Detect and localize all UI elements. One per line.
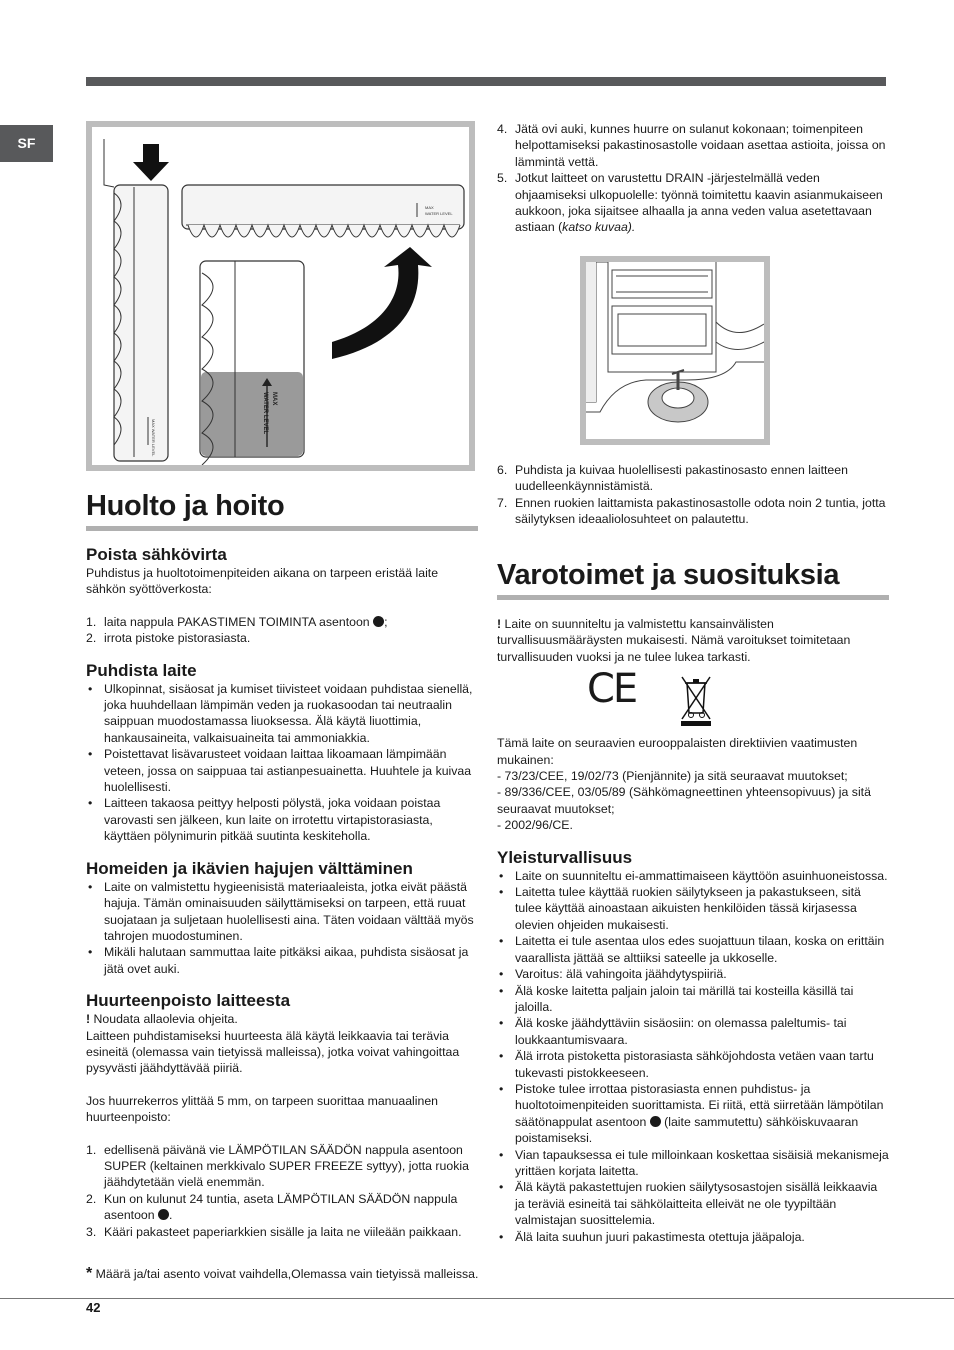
list-item: • Laite on suunniteltu ei-ammattimaiseen käyttöön asuinhuoneistossa. xyxy=(497,868,889,884)
list-item: • Älä koske laitetta paljain jaloin tai märillä tai kosteilla käsillä tai jaloilla. xyxy=(497,983,889,1016)
list-item: • Varoitus: älä vahingoita jäähdytyspiiriä. xyxy=(497,966,889,982)
clean-heading: Puhdista laite xyxy=(86,660,197,680)
care-section xyxy=(86,489,478,1240)
list-item: • Älä irrota pistoketta pistorasiasta sähköjohdosta vetäen vaan tartu tukevasti pistokkeeseen. xyxy=(497,1048,889,1081)
list-item: 1. laita nappula PAKASTIMEN TOIMINTA asentoon ; xyxy=(86,614,388,629)
weee-bin-icon xyxy=(679,673,713,727)
page-number: 42 xyxy=(86,1300,101,1315)
power-heading: Poista sähkövirta xyxy=(86,545,227,564)
certification-marks xyxy=(497,665,889,735)
list-item: 7. Ennen ruokien laittamista pakastinosastolle odota noin 2 tuntia, jotta säilytyksen ideaaliolosuhteet on palautettu. xyxy=(497,495,886,527)
directive-line: Tämä laite on seuraavien eurooppalaisten direktiivien vaatimusten mukainen: xyxy=(497,736,858,767)
list-item: • Pistoke tulee irrottaa pistorasiasta ennen puhdistus- ja huoltotoimenpiteiden suorittamista. Ei riitä, että siirretään lämpötilan säätönappulat asentoon (laite sammutettu) sähköiskuvaaran poistamiseksi. xyxy=(497,1081,889,1147)
list-item: • Laitetta tulee käyttää ruokien säilytykseen ja pakastukseen, sitä tulee käyttää ainoastaan aikuisten henkilöiden tässä kirjasessa olevien ohjeiden mukaisesti. xyxy=(497,884,889,933)
list-item: • Mikäli halutaan sammuttaa laite pitkäksi aikaa, puhdista sisäosat ja jätä ovet auki. xyxy=(86,944,478,977)
header-bar xyxy=(86,77,886,86)
list-item: 3. Kääri pakasteet paperiarkkien sisälle ja laita ne viileään paikkaan. xyxy=(86,1224,462,1239)
list-item: 6. Puhdista ja kuivaa huolellisesti pakastinosasto ennen laitteen uudelleenkäynnistämistä. xyxy=(497,463,848,494)
list-item: 5. Jotkut laitteet on varustettu DRAIN -järjestelmällä veden ohjaamiseksi ulkopuolelle: työnnä toimitettu kaavin asianmukaiseen aukkoon, joka sijaitsee alhaalla ja anna veden valua asetettavaan astiaan (katso kuvaa). xyxy=(497,171,883,235)
list-item: • Poistettavat lisävarusteet voidaan laittaa likoamaan lämpimään veteen, jossa on saippuaa tai astianpesuainetta. Huuhtele ja kuivaa huolellisesti. xyxy=(86,746,478,795)
list-item: • Laitteen takaosa peittyy helposti pölystä, joka voidaan poistaa varovasti sen jälkeen, kun laite on irrotettu virtapistorasiasta, käyttäen pölynimurin pitkää suutinta keskiteholla. xyxy=(86,795,478,844)
odour-list xyxy=(86,879,478,977)
off-position-icon xyxy=(158,1209,169,1220)
list-item: 4. Jätä ovi auki, kunnes huurre on sulanut kokonaan; toimenpiteen helpottamiseksi pakastinosastolle voidaan asettaa astioita, joissa on lämmintä vettä. xyxy=(497,122,886,169)
max-label: MAX xyxy=(271,392,277,406)
defrost-steps-continued xyxy=(497,121,889,236)
defrost-note: ! Noudata allaolevia ohjeita. xyxy=(86,1012,238,1027)
svg-text:WATER LEVEL: WATER LEVEL xyxy=(425,211,453,216)
ice-tray-illustration xyxy=(92,127,469,465)
directive-line: - 73/23/CEE, 19/02/73 (Pienjännite) ja sitä seuraavat muutokset; xyxy=(497,769,848,784)
list-item: • Laitetta ei tule asentaa ulos edes suojattuun tilaan, koska on erittäin vaarallista jättää se alttiiksi sateelle ja ukkoselle. xyxy=(497,933,889,966)
water-level-label: WATER LEVEL xyxy=(262,392,268,435)
safety-list xyxy=(497,868,889,1245)
power-steps xyxy=(86,614,478,647)
directive-line: - 89/336/CEE, 03/05/89 (Sähkömagneettinen yhteensopivuus) ja sitä seuraavat muutokset; xyxy=(497,785,871,816)
footer-rule xyxy=(0,1298,954,1299)
defrost-p2: Jos huurrekerros ylittää 5 mm, on tarpeen suorittaa manuaalinen huurteenpoisto: xyxy=(86,1093,439,1125)
list-item: • Älä käytä pakastettujen ruokien säilytysosastojen sisällä leikkaavia ja teräviä esineitä tai sähkölaitteita elleivät ne ole tyypiltään valmistajan suosittelemia. xyxy=(497,1179,889,1228)
list-item: 2. Kun on kulunut 24 tuntia, aseta LÄMPÖTILAN SÄÄDÖN nappula asentoon . xyxy=(86,1191,458,1223)
list-item: • Laite on valmistettu hygieenisistä materiaaleista, jotka eivät päästä hajuja. Tämän ominaisuuden säilyttämiseksi on tarpeen, että ruuat suojataan ja suljetaan huolellisesti aina. Täten voidaan välttää myös tahrojen muodostuminen. xyxy=(86,879,478,945)
list-item: • Ulkopinnat, sisäosat ja kumiset tiivisteet voidaan puhdistaa sienellä, joka huuhdellaan lämpimän veden ja ruokasoodan tai neutraalin saippuan muodostamassa liuoksessa. Älä käytä liuottimia, hankausaineita, valkaisuaineita tai ammoniakkia. xyxy=(86,681,478,747)
directives xyxy=(497,735,889,833)
defrost-heading: Huurteenpoisto laitteesta xyxy=(86,991,291,1011)
precautions-title-rule xyxy=(497,595,889,600)
off-position-icon xyxy=(650,1116,661,1127)
defrost-steps-final xyxy=(497,462,889,528)
list-item: 2. irrota pistoke pistorasiasta. xyxy=(86,631,251,646)
drain-illustration xyxy=(586,262,764,439)
care-title-rule xyxy=(86,526,478,531)
precautions-section xyxy=(497,558,889,1245)
power-intro: Puhdistus ja huoltotoimenpiteiden aikana on tarpeen eristää laite sähkön syöttöverkosta: xyxy=(86,566,439,597)
ce-mark-icon: CE xyxy=(587,666,637,713)
list-item: • Vian tapauksessa ei tule milloinkaan koskettaa sisäisiä mekanismeja yrittäen korjata laitetta. xyxy=(497,1147,889,1180)
drain-figure xyxy=(580,256,770,445)
list-item: 1. edellisenä päivänä vie LÄMPÖTILAN SÄÄDÖN nappula asentoon SUPER (keltainen merkkivalo SUPER FREEZE syttyy), jotta ruokia jäähdytetään vielä enemmän. xyxy=(86,1142,469,1190)
care-title: Huolto ja hoito xyxy=(86,490,285,522)
svg-text:MAX WATER LEVEL: MAX WATER LEVEL xyxy=(151,419,156,457)
directive-line: - 2002/96/CE. xyxy=(497,818,573,833)
defrost-steps xyxy=(86,1142,478,1240)
precautions-intro: ! Laite on suunniteltu ja valmistettu kansainvälisten turvallisuusmääräysten mukaisesti. Nämä varoitukset toimitetaan turvallisuuden vuoksi ja ne tulee lukea tarkasti. xyxy=(497,617,851,664)
footnote: * Määrä ja/tai asento voivat vaihdella,Olemassa vain tietyissä malleissa. xyxy=(86,1265,479,1282)
precautions-title: Varotoimet ja suosituksia xyxy=(497,559,840,591)
safety-heading: Yleisturvallisuus xyxy=(497,847,633,867)
svg-text:MAX: MAX xyxy=(425,205,434,210)
odour-heading: Homeiden ja ikävien hajujen välttäminen xyxy=(86,858,413,878)
list-item: • Älä koske jäähdyttäviin sisäosiin: on olemassa paleltumis- tai loukkaantumisvaara. xyxy=(497,1015,889,1048)
list-item: • Älä laita suuhun juuri pakastimesta otettuja jääpaloja. xyxy=(497,1229,889,1245)
defrost-p1: Laitteen puhdistamiseksi huurteesta älä käytä leikkaavia tai terävia esineitä (olemassa vain tietyissä malleissa), jotka voivat vahingoittaa pysyvästi jäähdyttävää piiriä. xyxy=(86,1028,460,1076)
defrost-continued xyxy=(497,121,889,236)
off-position-icon xyxy=(373,616,384,627)
clean-list xyxy=(86,681,478,845)
defrost-continued-2 xyxy=(497,462,889,528)
language-tab: SF xyxy=(0,125,53,162)
ice-tray-figure xyxy=(86,121,475,471)
